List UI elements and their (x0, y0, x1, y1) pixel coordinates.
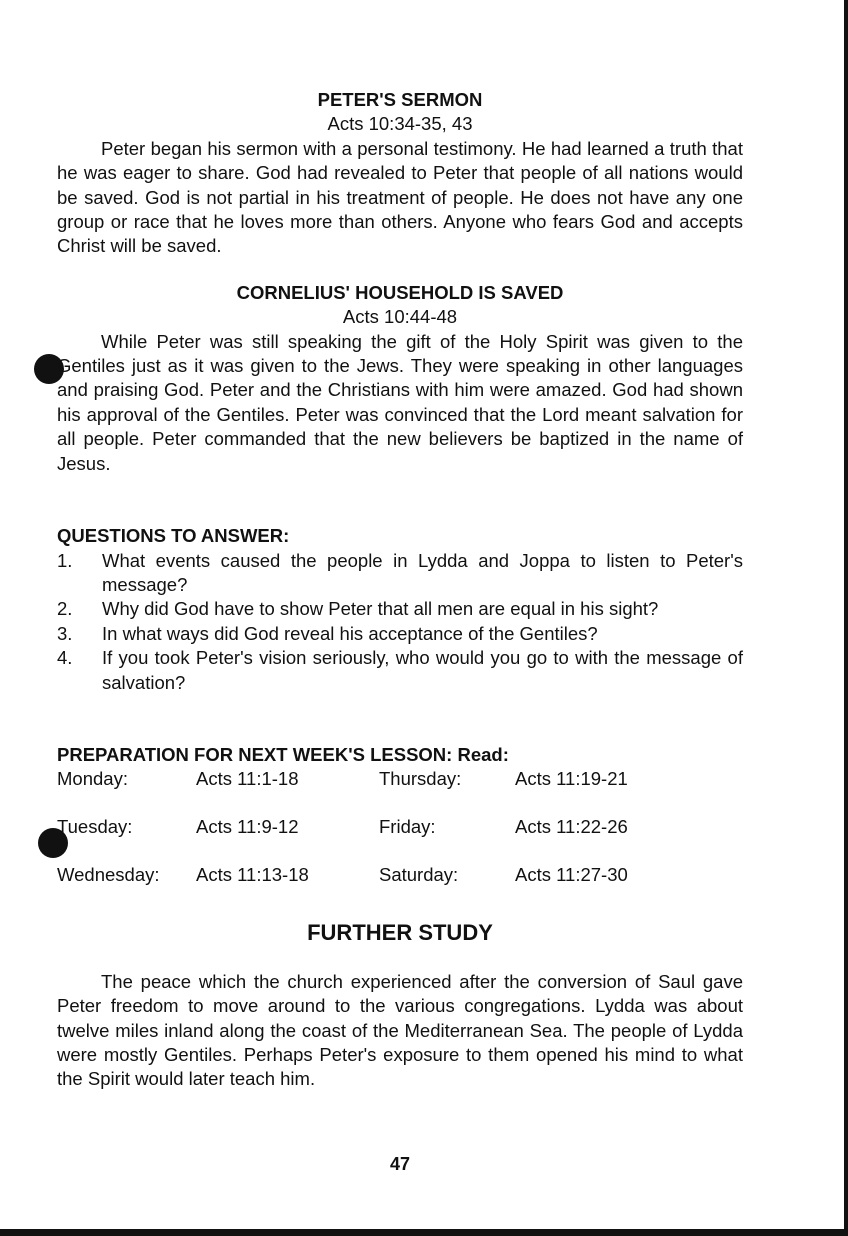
schedule-row (57, 767, 743, 791)
question-text: What events caused the people in Lydda and Joppa to listen to Peter's message? (102, 549, 743, 595)
section-title-peters-sermon: PETER'S SERMON (317, 89, 483, 110)
schedule-reading: Acts 11:19-21 (515, 768, 628, 790)
question-item (57, 549, 743, 598)
preparation-title: PREPARATION FOR NEXT WEEK'S LESSON: Read: (57, 743, 509, 765)
question-number: 3. (57, 622, 73, 644)
schedule-reading: Acts 11:27-30 (515, 864, 628, 886)
question-item (57, 597, 743, 621)
section-reference: Acts 10:34-35, 43 (327, 113, 473, 135)
further-study-title: FURTHER STUDY (307, 920, 493, 946)
page-edge (844, 0, 848, 1236)
schedule-row (57, 863, 743, 887)
question-text: If you took Peter's vision seriously, who would you go to with the message of salvation? (102, 647, 743, 693)
question-item (57, 646, 743, 695)
page-number: 47 (389, 1154, 411, 1174)
section-reference: Acts 10:44-48 (342, 306, 458, 328)
schedule-reading: Acts 11:1-18 (196, 768, 299, 790)
section-body: While Peter was still speaking the gift of the Holy Spirit was given to the Gentiles just as it was given to the Jews. They were speaking in other languages and praising God. Peter and the Christians with him were amazed. God had shown his approval of the Gentiles. Peter was convinced that the Lord meant salvation for all people. Peter commanded that the new believers be baptized in the name of Jesus. (57, 330, 743, 474)
question-number: 2. (57, 598, 73, 620)
schedule-day: Tuesday: (57, 816, 133, 838)
questions-list (57, 549, 743, 695)
schedule-day: Saturday: (379, 864, 459, 886)
further-study-body: The peace which the church experienced after the conversion of Saul gave Peter freedom to move around to the various congregations. Lydda was about twelve miles inland along the coast of the Mediterranean Sea. The people of Lydda were mostly Gentiles. Perhaps Peter's exposure to them opened his mind to what the Spirit would later teach him. (57, 970, 743, 1090)
question-number: 4. (57, 647, 73, 669)
page-bottom-edge (0, 1229, 848, 1236)
schedule-row (57, 815, 743, 839)
schedule-day: Thursday: (379, 768, 462, 790)
section-body: Peter began his sermon with a personal testimony. He had learned a truth that he was eager to share. God had revealed to Peter that people of all nations would be saved. God is not partial in his treatment of people. He does not have any one group or race that he loves more than others. Anyone who fears God and accepts Christ will be saved. (57, 137, 743, 257)
schedule-day: Friday: (379, 816, 436, 838)
question-text: Why did God have to show Peter that all men are equal in his sight? (102, 598, 659, 620)
schedule-day: Wednesday: (57, 864, 160, 886)
question-number: 1. (57, 549, 73, 571)
questions-title: QUESTIONS TO ANSWER: (57, 525, 290, 547)
schedule-reading: Acts 11:13-18 (196, 864, 309, 886)
schedule-reading: Acts 11:22-26 (515, 816, 628, 838)
schedule-day: Monday: (57, 768, 128, 790)
question-text: In what ways did God reveal his acceptance of the Gentiles? (102, 622, 598, 644)
page-content (57, 88, 743, 1092)
question-item (57, 622, 743, 646)
schedule-reading: Acts 11:9-12 (196, 816, 299, 838)
section-title-cornelius: CORNELIUS' HOUSEHOLD IS SAVED (236, 281, 564, 303)
